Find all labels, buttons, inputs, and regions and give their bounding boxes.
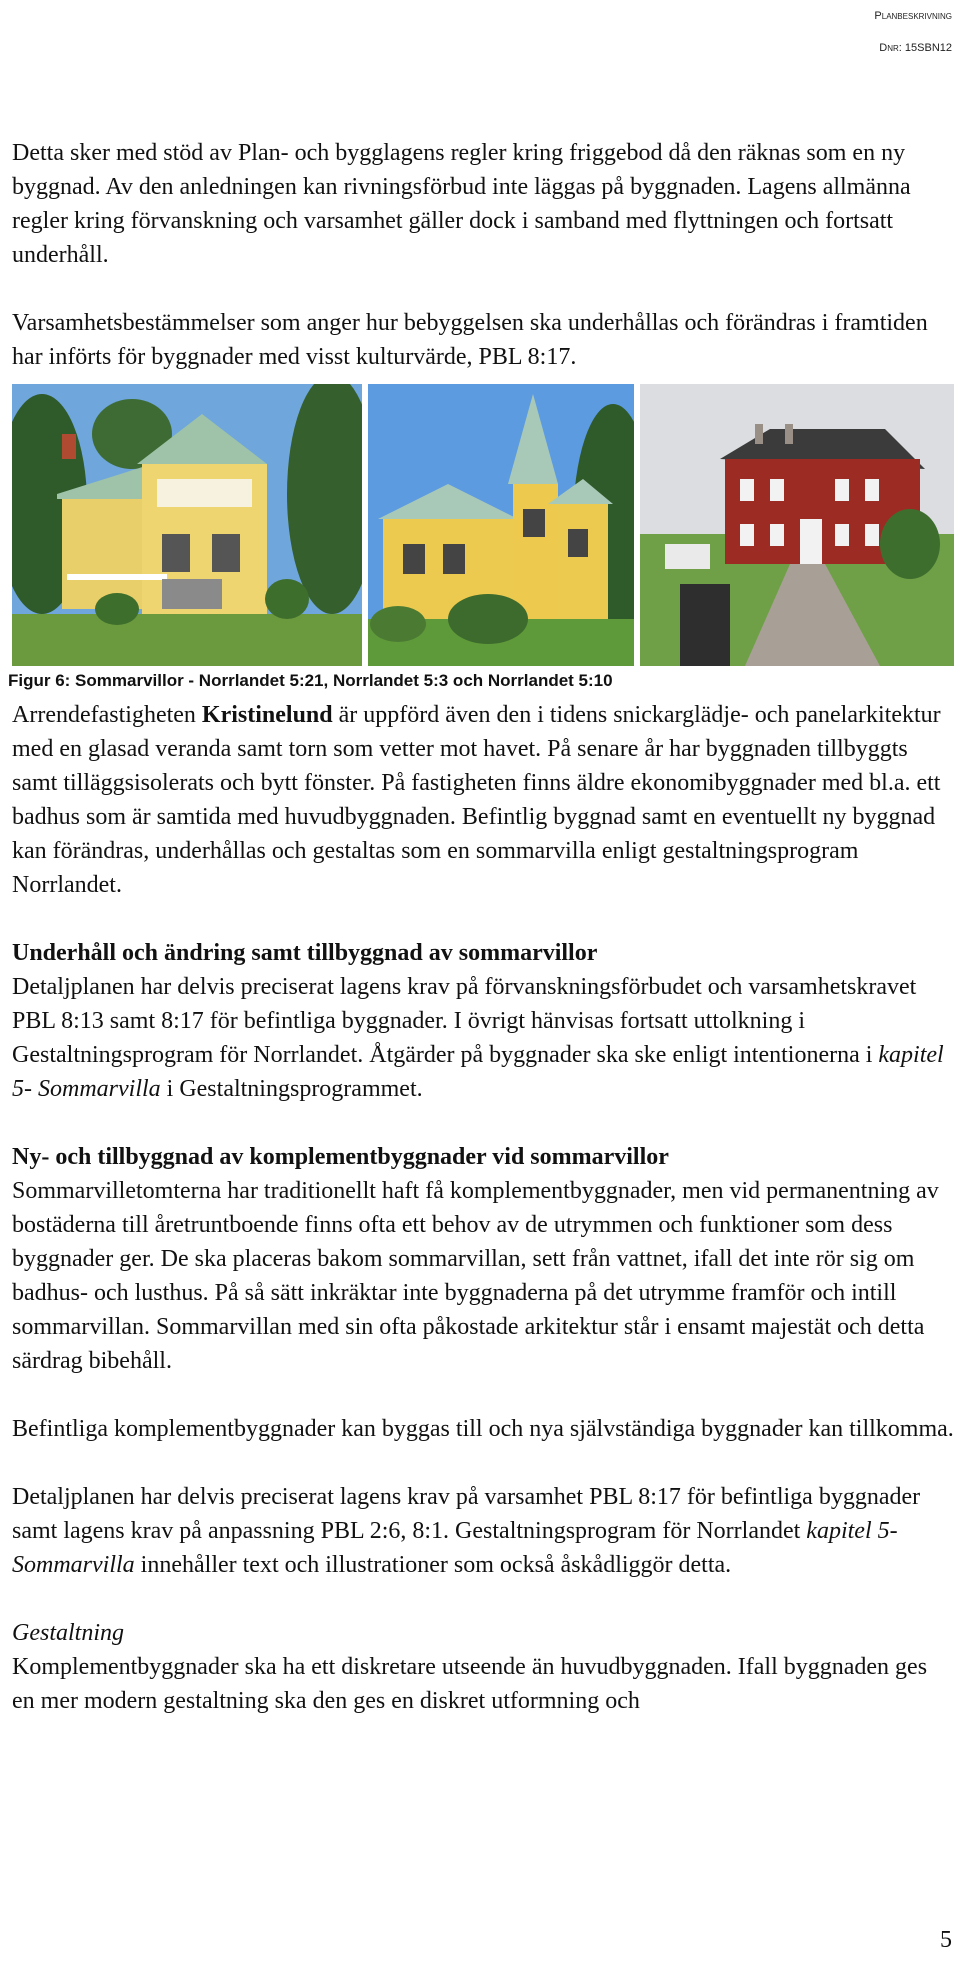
doc-type-label: Planbeskrivning bbox=[874, 10, 952, 22]
section-heading-underhall: Underhåll och ändring samt tillbyggnad av sommarvillor bbox=[12, 940, 598, 966]
section1-text-a: Detaljplanen har delvis preciserat lagens krav på förvanskningsförbudet och varsamhetskravet PBL 8:13 samt 8:17 för befintliga byggnader. I övrigt hänvisas fortsatt uttolkning i Gestaltningsprogram för Norrlandet. Åtgärder på byggnader ska ske enligt intentionerna i bbox=[12, 974, 917, 1068]
section2-text-a: Detaljplanen har delvis preciserat lagens krav på varsamhet PBL 8:17 för befintliga byggnader samt lagens krav på anpassning PBL 2:6, 8:1. Gestaltningsprogram för Norrlandet bbox=[12, 1484, 921, 1544]
section-heading-komplement: Ny- och tillbyggnad av komplementbyggnader vid sommarvillor bbox=[12, 1144, 669, 1170]
section2-paragraph-2: Befintliga komplementbyggnader kan byggas till och nya självständiga byggnader kan tillkomma. bbox=[12, 1416, 954, 1442]
intro-paragraph-1: Detta sker med stöd av Plan- och bygglagens regler kring friggebod då den räknas som en ny byggnad. Av den anledningen kan rivningsförbud inte läggas på byggnaden. Lagens allmänna regler kring förvanskning och varsamhet gäller dock i samband med flyttningen och fortsatt underhåll. bbox=[12, 140, 911, 268]
yellow-tower-villa-photo bbox=[368, 384, 634, 666]
yellow-villa-photo bbox=[12, 384, 362, 666]
section1-chapter-ref: kapitel 5- Sommarvilla bbox=[12, 1042, 944, 1102]
section2-chapter-ref: kapitel 5- Sommarvilla bbox=[12, 1518, 898, 1578]
figure-caption: Figur 6: Sommarvillor - Norrlandet 5:21, Norrlandet 5:3 och Norrlandet 5:10 bbox=[8, 671, 613, 690]
page-content bbox=[8, 136, 954, 1718]
kristinelund-text: är uppförd även den i tidens snickarglädje- och panelarkitektur med en glasad veranda samt torn som vetter mot havet. På senare år har byggnaden tillbyggts samt tilläggsisolerats och bytt fönster. På fastigheten finns äldre ekonomibyggnader med bl.a. ett badhus som är samtida med huvudbyggnaden. Befintlig byggnad samt en eventuellt ny byggnad kan förändras, underhållas och gestaltas som en sommarvilla enligt gestaltningsprogram Norrlandet. bbox=[12, 702, 941, 898]
page-header bbox=[874, 0, 952, 64]
section2-paragraph-3 bbox=[12, 1480, 954, 1582]
page-number: 5 bbox=[940, 1927, 952, 1953]
red-house-photo bbox=[640, 384, 954, 666]
kristinelund-name: Kristinelund bbox=[201, 702, 333, 728]
figure-photos bbox=[12, 384, 954, 666]
section1-paragraph bbox=[12, 970, 954, 1106]
kristinelund-intro: Arrendefastigheten bbox=[12, 702, 202, 728]
gestaltning-paragraph: Komplementbyggnader ska ha ett diskretare utseende än huvudbyggnaden. Ifall byggnaden ges en mer modern gestaltning ska den ges en diskret utformning och bbox=[12, 1654, 928, 1714]
dnr-label: Dnr: 15SBN12 bbox=[879, 42, 952, 54]
kristinelund-paragraph bbox=[12, 698, 954, 902]
intro-paragraph-2: Varsamhetsbestämmelser som anger hur bebyggelsen ska underhållas och förändras i framtiden har införts för byggnader med visst kulturvärde, PBL 8:17. bbox=[12, 310, 928, 370]
section2-text-b: innehåller text och illustrationer som också åskådliggör detta. bbox=[134, 1552, 732, 1578]
gestaltning-heading: Gestaltning bbox=[12, 1620, 124, 1646]
section2-paragraph-1: Sommarvilletomterna har traditionellt haft få komplementbyggnader, men vid permanentning av bostäderna till åretruntboende finns ofta ett behov av de utrymmen och funktioner som dess byggnader ger. De ska placeras bakom sommarvillan, sett från vattnet, ifall det inte rör sig om badhus- och lusthus. På så sätt inkräktar inte byggnaderna på det utrymme framför och intill sommarvillan. Sommarvillan med sin ofta påkostade arkitektur står i ensamt majestät och detta särdrag bibehåll. bbox=[12, 1178, 939, 1374]
section1-text-b: i Gestaltningsprogrammet. bbox=[160, 1076, 423, 1102]
